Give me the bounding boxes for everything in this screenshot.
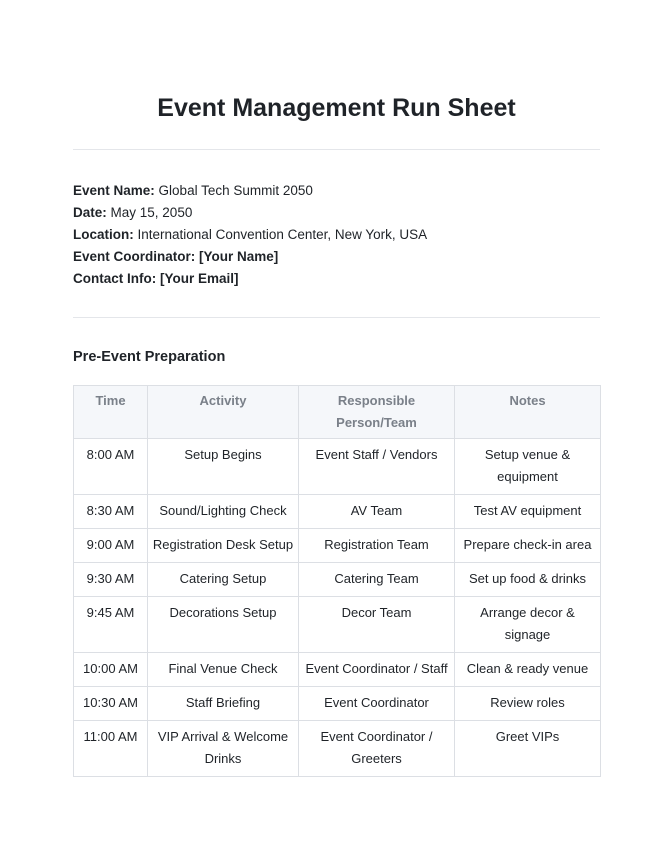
cell-responsible: Event Coordinator / Greeters [299,721,455,777]
date-line [73,202,600,224]
cell-notes: Prepare check-in area [455,529,601,563]
table-row [74,653,601,687]
section-title: Pre-Event Preparation [73,349,226,365]
cell-activity: Registration Desk Setup [148,529,299,563]
cell-time: 8:00 AM [74,439,148,495]
cell-responsible: AV Team [299,495,455,529]
cell-responsible: Catering Team [299,563,455,597]
coordinator-label: Event Coordinator: [73,249,196,264]
table-row [74,721,601,777]
run-sheet-table [73,385,601,777]
cell-time: 9:00 AM [74,529,148,563]
cell-activity: Staff Briefing [148,687,299,721]
date-value: May 15, 2050 [110,205,193,220]
event-name-value: Global Tech Summit 2050 [158,183,313,198]
cell-notes: Clean & ready venue [455,653,601,687]
contact-label: Contact Info: [73,271,157,286]
cell-activity: Final Venue Check [148,653,299,687]
cell-responsible: Registration Team [299,529,455,563]
cell-time: 10:00 AM [74,653,148,687]
page-title: Event Management Run Sheet [157,94,516,122]
cell-activity: Catering Setup [148,563,299,597]
header-activity: Activity [148,386,299,439]
table-row [74,529,601,563]
divider-middle [73,317,600,318]
divider-top [73,149,600,150]
header-time: Time [74,386,148,439]
cell-notes: Setup venue & equipment [455,439,601,495]
event-name-line [73,180,600,202]
cell-time: 10:30 AM [74,687,148,721]
cell-notes: Set up food & drinks [455,563,601,597]
cell-notes: Arrange decor & signage [455,597,601,653]
cell-responsible: Decor Team [299,597,455,653]
coordinator-value: [Your Name] [199,249,279,264]
table-header-row [74,386,601,439]
table-row [74,563,601,597]
cell-notes: Review roles [455,687,601,721]
cell-time: 9:45 AM [74,597,148,653]
contact-line [73,268,600,290]
cell-time: 11:00 AM [74,721,148,777]
table-row [74,495,601,529]
location-value: International Convention Center, New York, USA [137,227,428,242]
header-notes: Notes [455,386,601,439]
date-label: Date: [73,205,107,220]
cell-notes: Test AV equipment [455,495,601,529]
contact-value: [Your Email] [160,271,239,286]
coordinator-line [73,246,600,268]
cell-time: 8:30 AM [74,495,148,529]
location-label: Location: [73,227,134,242]
table-row [74,597,601,653]
event-info [73,180,600,290]
event-name-label: Event Name: [73,183,155,198]
cell-responsible: Event Staff / Vendors [299,439,455,495]
cell-activity: Sound/Lighting Check [148,495,299,529]
cell-responsible: Event Coordinator [299,687,455,721]
header-responsible: Responsible Person/Team [299,386,455,439]
cell-activity: VIP Arrival & Welcome Drinks [148,721,299,777]
cell-responsible: Event Coordinator / Staff [299,653,455,687]
table-row [74,687,601,721]
table-row [74,439,601,495]
cell-activity: Setup Begins [148,439,299,495]
cell-time: 9:30 AM [74,563,148,597]
location-line [73,224,600,246]
cell-notes: Greet VIPs [455,721,601,777]
cell-activity: Decorations Setup [148,597,299,653]
